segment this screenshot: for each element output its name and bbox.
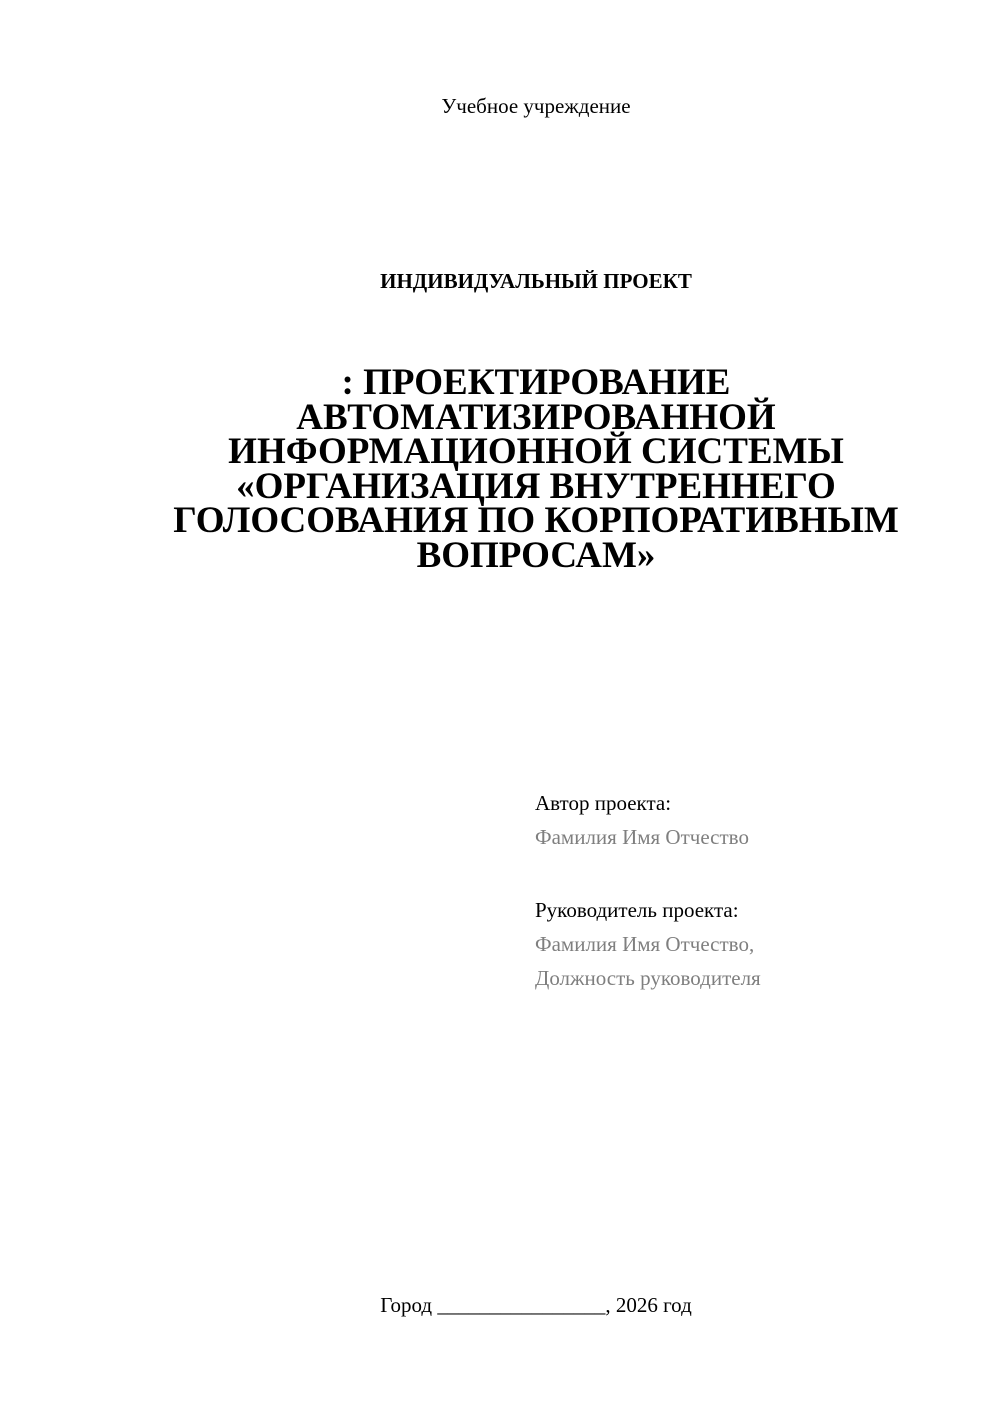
supervisor-label: Руководитель проекта: (535, 898, 739, 922)
author-name: Фамилия Имя Отчество (535, 825, 749, 849)
project-title-line: АВТОМАТИЗИРОВАННОЙ (296, 396, 776, 438)
project-title-line: ИНФОРМАЦИОННОЙ СИСТЕМЫ (228, 431, 844, 472)
author-block (535, 786, 975, 854)
supervisor-position: Должность руководителя (535, 966, 761, 990)
project-title-line: «ОРГАНИЗАЦИЯ ВНУТРЕННЕГО (236, 465, 836, 507)
project-title-line: ВОПРОСАМ» (416, 534, 656, 576)
institution-name: Учебное учреждение (441, 94, 631, 118)
project-title-line: : ПРОЕКТИРОВАНИЕ (341, 362, 731, 403)
city-year-line: Город ________________, 2026 год (380, 1293, 692, 1317)
author-label: Автор проекта: (535, 791, 672, 815)
supervisor-block (535, 893, 975, 995)
project-title-line: ГОЛОСОВАНИЯ ПО КОРПОРАТИВНЫМ (173, 500, 899, 541)
project-title (100, 362, 972, 576)
supervisor-name: Фамилия Имя Отчество, (535, 932, 755, 956)
document-type: ИНДИВИДУАЛЬНЫЙ ПРОЕКТ (380, 269, 692, 293)
